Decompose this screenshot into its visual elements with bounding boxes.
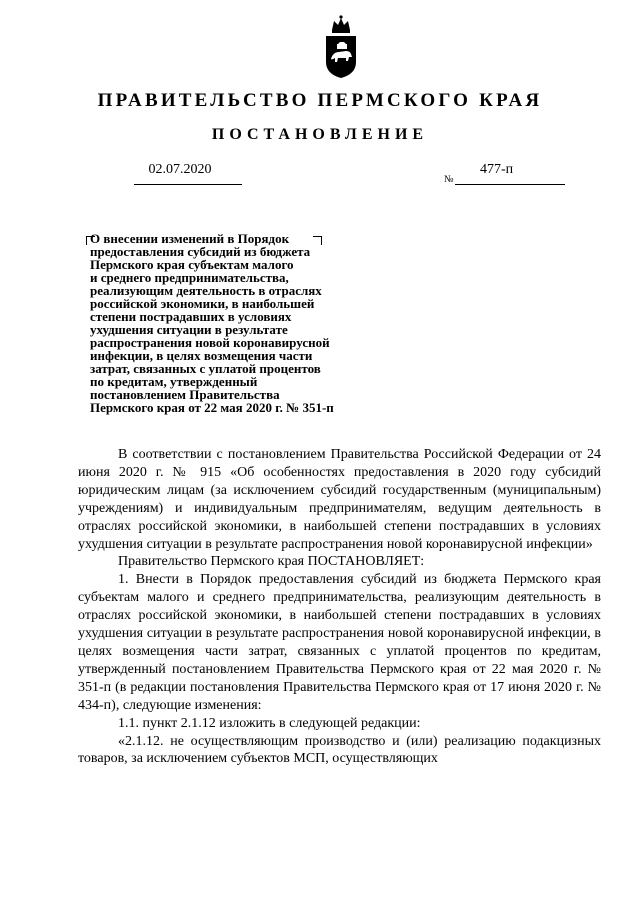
subject-line: Пермского края от 22 мая 2020 г. № 351-п — [90, 400, 334, 415]
date-underline — [134, 184, 242, 185]
subject-line: ухудшения ситуации в результате — [90, 322, 288, 337]
document-type: ПОСТАНОВЛЕНИЕ — [211, 126, 429, 143]
subject-line: инфекции, в целях возмещения части — [90, 348, 313, 363]
number-underline — [455, 184, 565, 185]
document-date: 02.07.2020 — [148, 162, 212, 177]
document-number: 477-п — [480, 162, 514, 177]
document-body — [78, 446, 601, 768]
subject-line: по кредитам, утвержденный — [90, 374, 258, 389]
subject-line: российской экономики, в наибольшей — [90, 296, 315, 311]
subject-line: предоставления субсидий из бюджета — [90, 244, 311, 259]
clause-1-1-paragraph: 1.1. пункт 2.1.12 изложить в следующей редакции: — [118, 715, 421, 731]
clause-1-paragraph: 1. Внести в Порядок предоставления субсидий из бюджета Пермского края субъектам малого и среднего предпринимательства, реализующим деятельность в отраслях российской экономики, в наибольшей степени пострадавших в условиях ухудшения ситуации в результате распространения новой коронавирусной инфекции, в целях возмещения части затрат, связанных с уплатой процентов по кредитам, утвержденный постановлением Правительства Пермского края от 22 мая 2020 г. № 351-п (в редакции постановления Правительства Пермского края от 17 июня 2020 г. № 434-п), следующие изменения: — [78, 572, 601, 713]
clause-2-1-12-paragraph: «2.1.12. не осуществляющим производство и (или) реализацию подакцизных товаров, за исключением субъектов МСП, осуществляющих — [78, 733, 601, 767]
government-title: ПРАВИТЕЛЬСТВО ПЕРМСКОГО КРАЯ — [97, 90, 543, 111]
subject-line: степени пострадавших в условиях — [90, 309, 292, 324]
subject-line: О внесении изменений в Порядок — [90, 231, 290, 246]
subject-line: распространения новой коронавирусной — [90, 335, 330, 350]
document-subject — [90, 232, 390, 414]
subject-line: и среднего предпринимательства, — [90, 270, 289, 285]
subject-line: реализующим деятельность в отраслях — [90, 283, 322, 298]
coat-of-arms-icon — [324, 14, 358, 80]
preamble-paragraph: В соответствии с постановлением Правительства Российской Федерации от 24 июня 2020 г. № 915 «Об особенностях предоставления в 2020 году субсидий юридическим лицам (за исключением субсидий государственным (муниципальным) учреждениям) и индивидуальным предпринимателям, ведущим деятельность в отраслях российской экономики, в наибольшей степени пострадавших в условиях ухудшения ситуации в результате распространения новой коронавирусной инфекции» — [78, 447, 601, 552]
number-sign: № — [444, 174, 454, 185]
subject-line: Пермского края субъектам малого — [90, 257, 294, 272]
resolution-paragraph: Правительство Пермского края ПОСТАНОВЛЯЕТ: — [118, 554, 425, 570]
subject-line: затрат, связанных с уплатой процентов — [90, 361, 321, 376]
subject-line: постановлением Правительства — [90, 387, 280, 402]
